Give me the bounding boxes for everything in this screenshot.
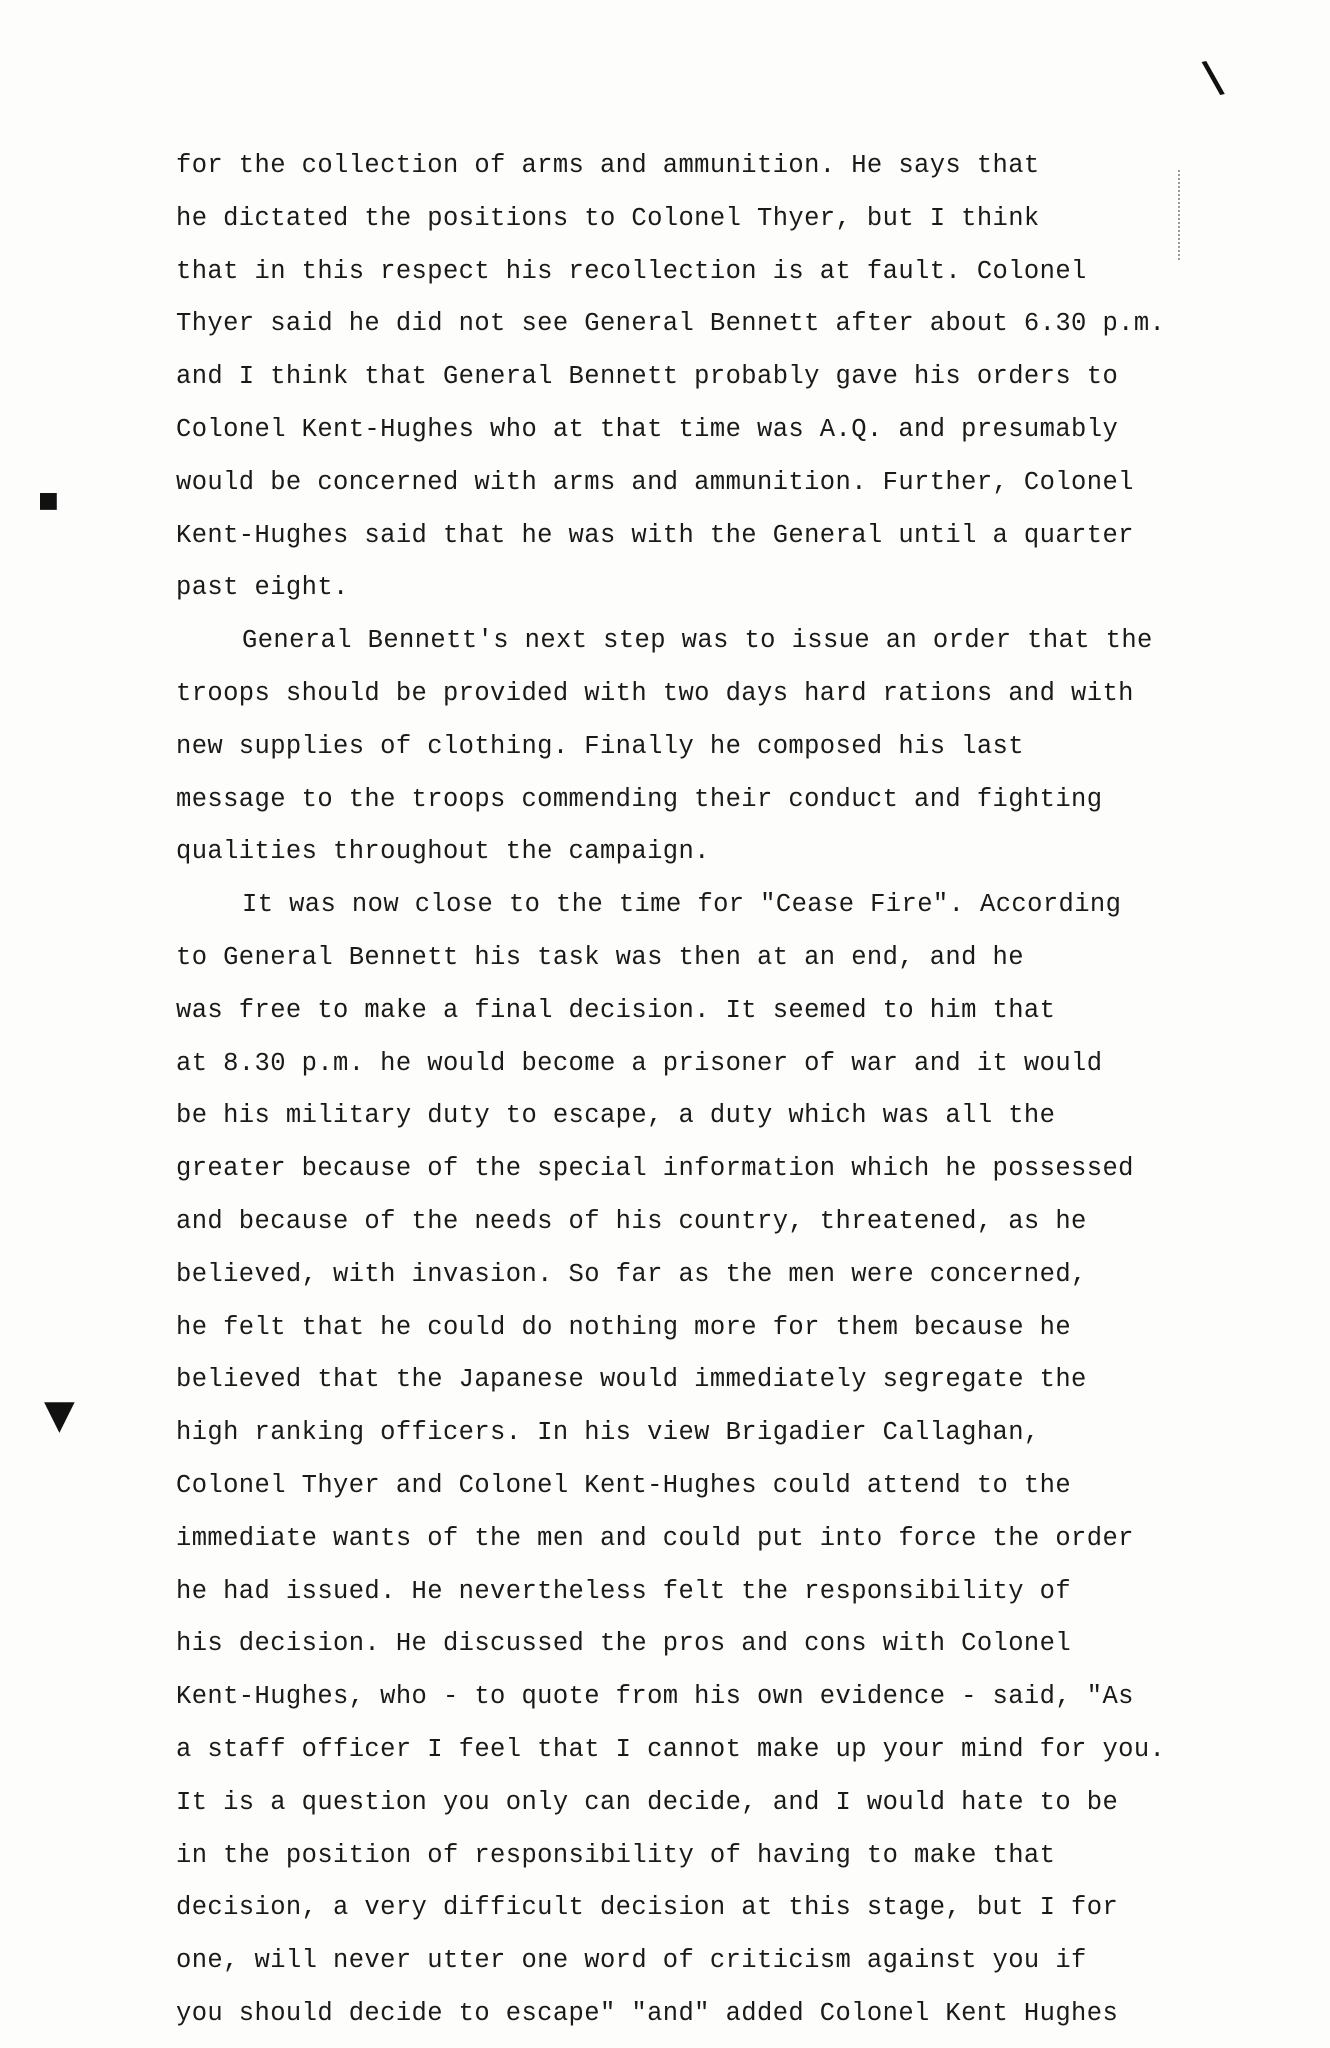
text-line: in the position of responsibility of having to make that xyxy=(176,1840,1056,1870)
text-line: Kent-Hughes, who - to quote from his own evidence - said, "As xyxy=(176,1682,1134,1712)
text-line: immediate wants of the men and could put into force the order xyxy=(176,1523,1134,1553)
text-line: his decision. He discussed the pros and cons with Colonel xyxy=(176,1629,1072,1659)
text-line: Thyer said he did not see General Bennett after about 6.30 p.m. xyxy=(176,309,1166,339)
text-line: qualities throughout the campaign. xyxy=(176,837,710,867)
text-line: one, will never utter one word of criticism against you if xyxy=(176,1946,1087,1976)
text-line: he felt that he could do nothing more for them because he xyxy=(176,1312,1072,1342)
text-line: believed that the Japanese would immediately segregate the xyxy=(176,1365,1087,1395)
typed-text-body xyxy=(176,140,1176,2041)
margin-bullet-icon: ■ xyxy=(38,488,59,513)
paragraph-start-line: It was now close to the time for "Cease Fire". According xyxy=(242,890,1122,920)
text-line: a staff officer I feel that I cannot make up your mind for you. xyxy=(176,1734,1166,1764)
margin-triangle-icon: ▼ xyxy=(44,1392,75,1438)
scan-artifact xyxy=(1178,170,1184,260)
text-line: would be concerned with arms and ammunition. Further, Colonel xyxy=(176,467,1134,497)
text-line: be his military duty to escape, a duty which was all the xyxy=(176,1101,1056,1131)
text-line: Kent-Hughes said that he was with the General until a quarter xyxy=(176,520,1134,550)
text-line: he dictated the positions to Colonel Thyer, but I think xyxy=(176,203,1040,233)
text-line: to General Bennett his task was then at an end, and he xyxy=(176,942,1024,972)
text-line: you should decide to escape" "and" added Colonel Kent Hughes xyxy=(176,1998,1119,2028)
text-line: new supplies of clothing. Finally he composed his last xyxy=(176,731,1024,761)
text-line: for the collection of arms and ammunition. He says that xyxy=(176,151,1040,180)
text-line: Colonel Kent-Hughes who at that time was A.Q. and presumably xyxy=(176,414,1119,444)
text-line: was free to make a final decision. It seemed to him that xyxy=(176,995,1056,1025)
paragraph-start-line: General Bennett's next step was to issue an order that the xyxy=(242,626,1153,656)
text-line: It is a question you only can decide, and I would hate to be xyxy=(176,1787,1119,1817)
text-line: believed, with invasion. So far as the men were concerned, xyxy=(176,1259,1087,1289)
text-line: that in this respect his recollection is at fault. Colonel xyxy=(176,256,1087,286)
text-line: troops should be provided with two days hard rations and with xyxy=(176,678,1134,708)
text-line: and I think that General Bennett probably gave his orders to xyxy=(176,362,1119,392)
handwritten-stroke-mark: \ xyxy=(1199,50,1227,105)
text-line: message to the troops commending their conduct and fighting xyxy=(176,784,1103,814)
text-line: and because of the needs of his country, threatened, as he xyxy=(176,1206,1087,1236)
text-line: past eight. xyxy=(176,573,349,603)
text-line: at 8.30 p.m. he would become a prisoner of war and it would xyxy=(176,1048,1103,1078)
text-line: high ranking officers. In his view Brigadier Callaghan, xyxy=(176,1418,1040,1448)
text-line: greater because of the special information which he possessed xyxy=(176,1154,1134,1184)
text-line: he had issued. He nevertheless felt the responsibility of xyxy=(176,1576,1072,1606)
text-line: decision, a very difficult decision at this stage, but I for xyxy=(176,1893,1119,1923)
text-line: Colonel Thyer and Colonel Kent-Hughes could attend to the xyxy=(176,1470,1072,1500)
